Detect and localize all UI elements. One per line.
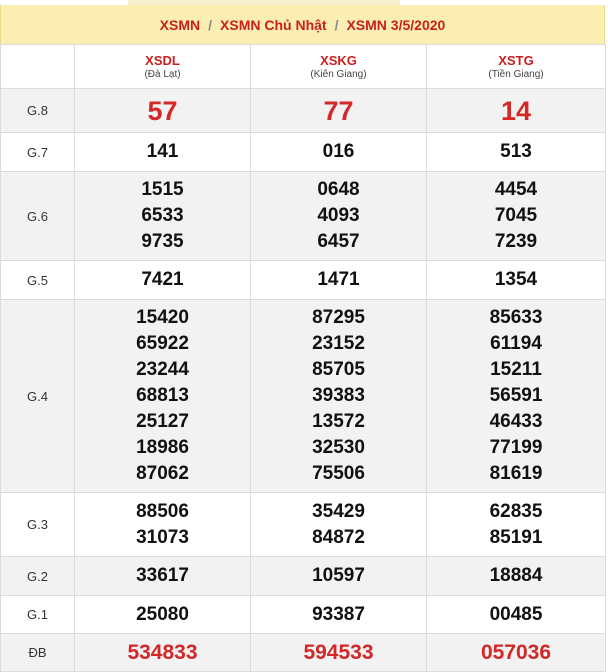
result-number: 7045 — [494, 205, 538, 226]
result-cell — [427, 133, 606, 172]
prize-row — [1, 89, 606, 133]
result-number: 18986 — [136, 437, 189, 458]
result-number: 13572 — [312, 411, 365, 432]
result-cell — [75, 133, 251, 172]
result-cell — [427, 89, 606, 133]
result-number: 68813 — [136, 385, 189, 406]
prize-label: G.4 — [1, 300, 75, 493]
result-number: 85633 — [489, 307, 543, 328]
result-cell — [75, 596, 251, 634]
result-cell — [75, 172, 251, 261]
result-number: 7239 — [494, 231, 538, 252]
result-cell — [75, 89, 251, 133]
result-number: 77199 — [489, 437, 543, 458]
province-column-dalat — [75, 45, 251, 89]
province-header-row — [1, 45, 606, 89]
breadcrumb-xsmn-date[interactable]: XSMN 3/5/2020 — [346, 16, 446, 33]
prize-label: G.8 — [1, 89, 75, 133]
result-cell — [251, 261, 427, 300]
result-number: 9735 — [141, 231, 184, 252]
result-number: 88506 — [136, 500, 189, 522]
result-cell — [251, 89, 427, 133]
result-number: 15211 — [490, 359, 542, 380]
prize-row — [1, 133, 606, 172]
result-number: 1515 — [141, 179, 184, 200]
result-cell — [251, 493, 427, 557]
result-cell — [427, 557, 606, 596]
province-code[interactable]: XSTG — [498, 52, 534, 68]
result-cell — [251, 133, 427, 172]
result-number: 32530 — [312, 437, 365, 458]
result-number: 57 — [147, 95, 178, 126]
province-column-kiengiang — [251, 45, 427, 89]
result-cell — [251, 634, 427, 672]
prize-label: G.2 — [1, 557, 75, 596]
result-number: 85705 — [312, 359, 365, 380]
result-cell — [75, 300, 251, 493]
result-cell — [427, 634, 606, 672]
result-number: 56591 — [489, 385, 543, 406]
result-number: 23152 — [312, 333, 365, 354]
result-number: 141 — [146, 141, 179, 162]
result-number: 87295 — [312, 307, 365, 328]
result-number: 33617 — [136, 565, 189, 586]
breadcrumb — [0, 5, 605, 44]
province-code[interactable]: XSDL — [145, 52, 180, 68]
prize-label: G.7 — [1, 133, 75, 172]
result-number: 31073 — [136, 526, 189, 548]
result-number: 10597 — [312, 565, 365, 586]
breadcrumb-separator: / — [208, 16, 213, 33]
prize-row — [1, 596, 606, 634]
result-cell — [427, 300, 606, 493]
prize-label: G.3 — [1, 493, 75, 557]
result-number: 513 — [500, 141, 532, 162]
result-number: 0648 — [317, 179, 360, 200]
prize-row — [1, 261, 606, 300]
result-cell — [251, 172, 427, 261]
result-number: 534833 — [127, 640, 198, 664]
province-code[interactable]: XSKG — [320, 52, 357, 68]
result-cell — [427, 493, 606, 557]
prize-row — [1, 557, 606, 596]
result-number: 14 — [500, 95, 532, 126]
result-number: 4454 — [494, 179, 538, 200]
result-number: 35429 — [312, 500, 365, 522]
result-number: 25080 — [136, 603, 189, 625]
province-name: (Đà Lạt) — [144, 68, 181, 80]
result-number: 39383 — [312, 385, 365, 406]
result-number: 1354 — [494, 269, 538, 290]
prize-row — [1, 493, 606, 557]
province-column-tiengiang — [427, 45, 606, 89]
result-number: 87062 — [136, 463, 189, 484]
result-cell — [75, 261, 251, 300]
result-number: 84872 — [312, 526, 365, 548]
result-number: 18884 — [489, 565, 543, 586]
province-name: (Tiền Giang) — [488, 68, 544, 80]
result-number: 93387 — [312, 603, 365, 625]
result-number: 75506 — [312, 463, 365, 484]
result-cell — [251, 596, 427, 634]
result-number: 23244 — [136, 359, 189, 380]
breadcrumb-xsmn[interactable]: XSMN — [159, 16, 201, 33]
header-empty-cell — [1, 45, 75, 89]
result-number: 6457 — [317, 231, 360, 252]
prize-row — [1, 634, 606, 672]
result-cell — [427, 261, 606, 300]
prize-row — [1, 172, 606, 261]
prize-label: ĐB — [1, 634, 75, 672]
result-number: 057036 — [480, 640, 552, 664]
result-number: 00485 — [489, 603, 543, 625]
result-cell — [75, 634, 251, 672]
result-number: 7421 — [141, 269, 184, 290]
result-number: 016 — [322, 141, 355, 162]
result-cell — [75, 557, 251, 596]
result-number: 61194 — [490, 333, 542, 354]
result-number: 85191 — [489, 526, 543, 548]
result-cell — [427, 172, 606, 261]
result-number: 1471 — [317, 269, 360, 290]
result-cell — [251, 300, 427, 493]
result-cell — [75, 493, 251, 557]
result-number: 25127 — [136, 411, 189, 432]
result-number: 77 — [323, 95, 354, 126]
breadcrumb-separator: / — [334, 16, 339, 33]
prize-label: G.6 — [1, 172, 75, 261]
result-number: 46433 — [489, 411, 543, 432]
result-number: 4093 — [317, 205, 360, 226]
province-name: (Kiên Giang) — [310, 68, 367, 80]
result-number: 594533 — [303, 640, 374, 664]
result-cell — [427, 596, 606, 634]
prize-label: G.1 — [1, 596, 75, 634]
breadcrumb-xsmn-sunday[interactable]: XSMN Chủ Nhật — [220, 16, 327, 33]
result-cell — [251, 557, 427, 596]
prize-row — [1, 300, 606, 493]
prize-label: G.5 — [1, 261, 75, 300]
result-number: 65922 — [136, 333, 189, 354]
result-number: 6533 — [141, 205, 184, 226]
result-number: 62835 — [489, 500, 543, 522]
results-table — [0, 44, 606, 672]
result-number: 81619 — [489, 463, 543, 484]
result-number: 15420 — [136, 307, 189, 328]
